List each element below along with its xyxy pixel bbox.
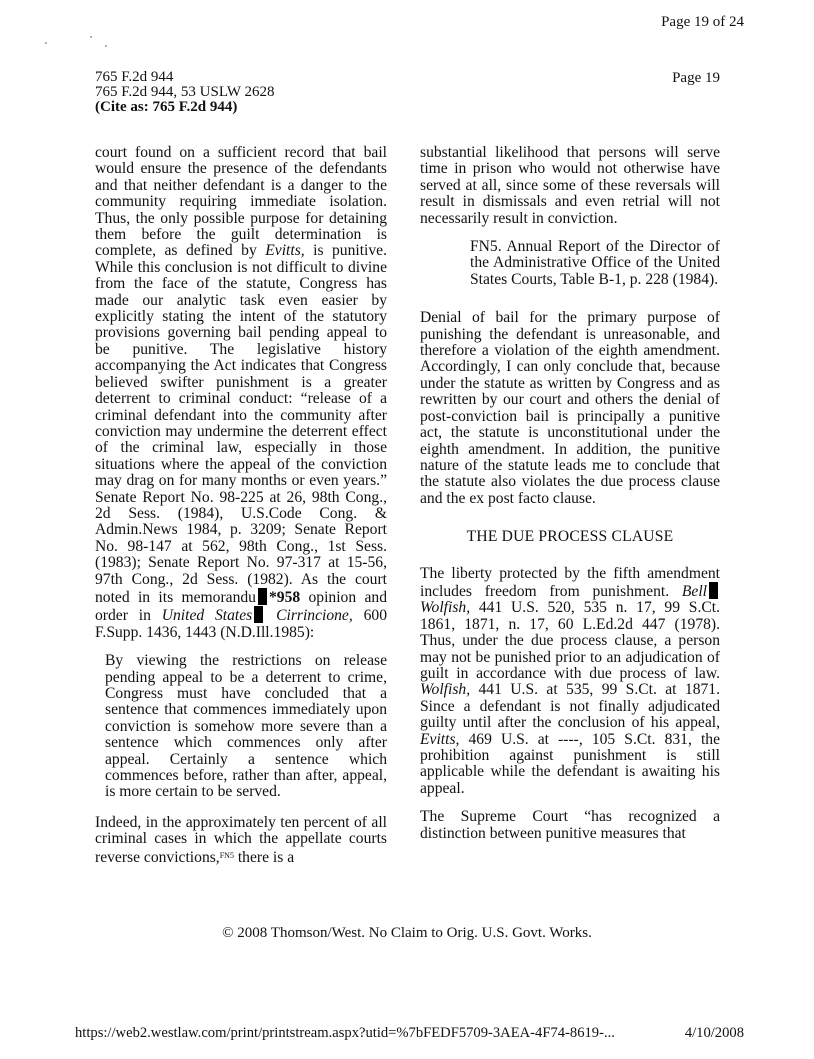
page-label: Page 19	[672, 70, 720, 86]
cite-as-line: (Cite as: 765 F.2d 944)	[95, 99, 238, 115]
page-indicator: Page 19 of 24	[661, 14, 744, 30]
paragraph: The liberty protected by the fifth amendment includes freedom from punishment. Bell Wolfish, 441 U.S. 520, 535 n. 17, 99 S.Ct. 1861, 1871, n. 17, 60 L.Ed.2d 447 (1978). Thus, under the due process clause, a person may not be punished prior to an adjudication of guilt in accordance with due process of law. Wolfish, 441 U.S. at 535, 99 S.Ct. at 1871. Since a defendant is not finally adjudicated guilty until after the conclusion of his appeal, Evitts, 469 U.S. at ----, 105 S.Ct. 831, the prohibition against punishment is still applicable while the defendant is awaiting his appeal.	[420, 564, 720, 797]
paragraph: The Supreme Court “has recognized a distinction between punitive measures that	[420, 808, 720, 842]
redaction-mark	[258, 588, 267, 605]
print-url[interactable]: https://web2.westlaw.com/print/printstream.aspx?utid=%7bFEDF5709-3AEA-4F74-8619-...	[75, 1025, 615, 1041]
paragraph: court found on a sufficient record that bail would ensure the presence of the defendants and that neither defendant is a danger to the community requiring immediate isolation. Thus, the only possible purpose for detaining them before the guilt determination is complete, as defined by Evitts, is punitive. While this conclusion is not difficult to divine from the face of the statute, Congress has made our analytic task even easier by explicitly stating the intent of the statutory provisions governing bail pending appeal to be punitive. The legislative history accompanying the Act indicates that Congress believed swifter punishment is a greater deterrent to criminal conduct: “release of a criminal defendant into the community after conviction may undermine the deterrent effect of the criminal law, especially in those situations where the appeal of the conviction may drag on for many months or even years.” Senate Report No. 98-225 at 26, 98th Cong., 2d Sess. (1984), U.S.Code Cong. & Admin.News 1984, p. 3209; Senate Report No. 98-147 at 562, 98th Cong., 1st Sess. (1983); Senate Report No. 97-317 at 15-56, 97th Cong., 2d Sess. (1982). As the court noted in its memorandu *958 opinion and order in United States Cirrincione, 600 F.Supp. 1436, 1443 (N.D.Ill.1985):	[95, 144, 387, 641]
left-column	[95, 145, 387, 878]
print-date: 4/10/2008	[684, 1025, 744, 1041]
scan-speck	[90, 36, 92, 38]
star-page-marker: *958	[268, 588, 301, 606]
redaction-mark	[709, 582, 718, 599]
paragraph: substantial likelihood that persons will serve time in prison who would not otherwise have served at all, since some of these reversals will result in dismissals and even retrial will not necessarily result in conviction.	[420, 144, 720, 227]
block-quote: By viewing the restrictions on release pending appeal to be a deterrent to crime, Congress must have concluded that a sentence that commences immediately upon conviction is somehow more severe than a sentence which commences only after appeal. Certainly a sentence which commences before, rather than after, appeal, is more certain to be served.	[105, 652, 387, 801]
scan-speck	[45, 42, 47, 44]
citation-line: 765 F.2d 944	[95, 69, 174, 85]
footnote: FN5. Annual Report of the Director of the Administrative Office of the United States Courts, Table B-1, p. 228 (1984).	[470, 238, 720, 288]
citation-line: 765 F.2d 944, 53 USLW 2628	[95, 84, 275, 100]
paragraph: Denial of bail for the primary purpose of punishing the defendant is unreasonable, and therefore a violation of the eighth amendment. Accordingly, I can only conclude that, because under the statute as written by Congress and as rewritten by our court and others the denial of post-conviction bail is principally a punitive act, the statute is unconstitutional under the eighth amendment. In addition, the punitive nature of the statute leads me to conclude that the statute also violates the due process clause and the ex post facto clause.	[420, 309, 720, 507]
copyright-notice: © 2008 Thomson/West. No Claim to Orig. U.S. Govt. Works.	[222, 925, 592, 941]
scan-speck	[105, 45, 107, 47]
section-heading: THE DUE PROCESS CLAUSE	[466, 528, 674, 546]
right-column	[420, 145, 720, 854]
citation-header	[95, 70, 275, 115]
footnote-reference[interactable]: FN5	[219, 850, 234, 860]
paragraph: Indeed, in the approximately ten percent of all criminal cases in which the appellate courts reverse convictions,$^{FN5}$ there is a	[95, 813, 387, 866]
redaction-mark	[254, 606, 263, 623]
